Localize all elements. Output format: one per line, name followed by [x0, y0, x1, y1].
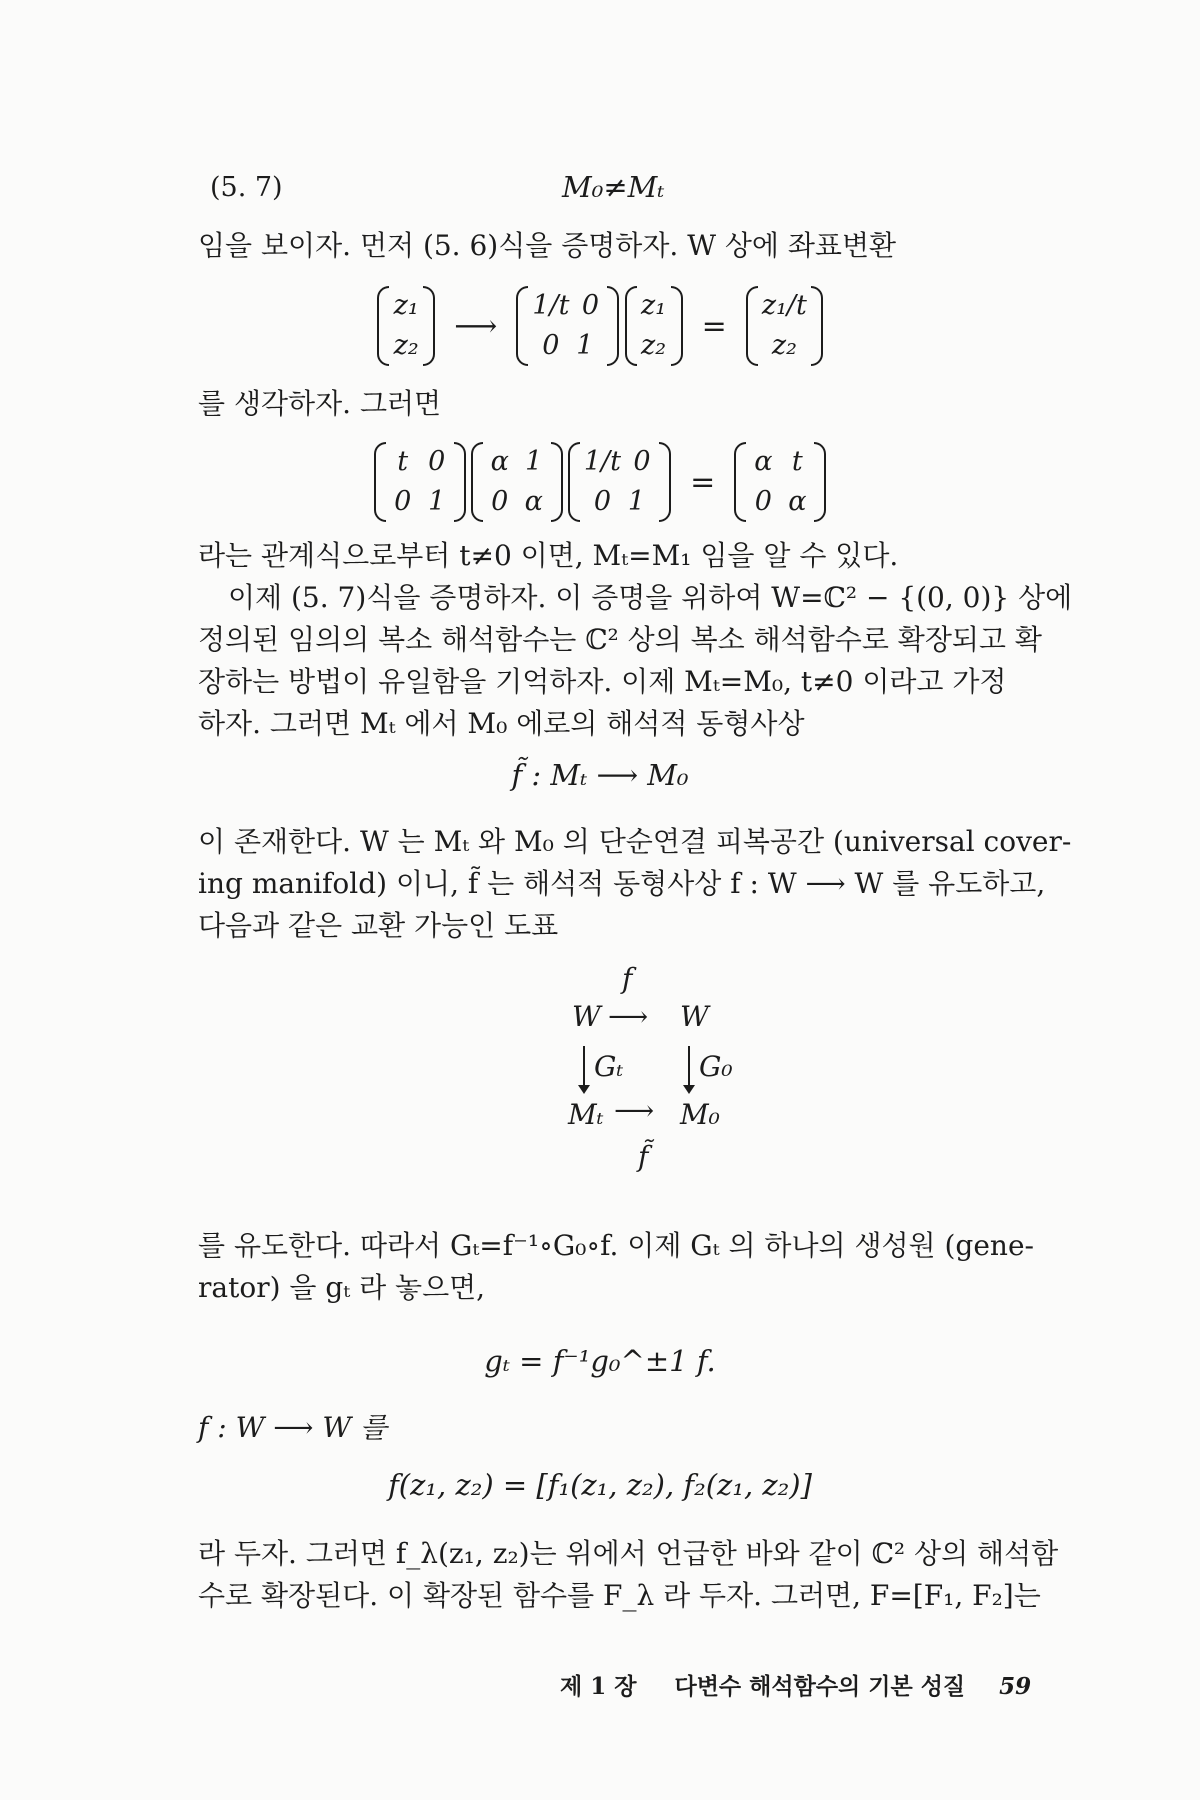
diagram-top-left: W [572, 1000, 601, 1033]
text-line: 하자. 그러면 Mₜ 에서 M₀ 에로의 해석적 동형사상 [198, 707, 805, 740]
text-line: 장하는 방법이 유일함을 기억하자. 이제 Mₜ=M₀, t≠0 이라고 가정 [198, 665, 1007, 698]
text-line: rator) 을 gₜ 라 놓으면, [198, 1271, 486, 1304]
vector-output: z₁/t z₂ [746, 286, 823, 366]
matrix-relation-equation [0, 442, 1200, 522]
text-line: 라 두자. 그러면 f_λ(z₁, z₂)는 위에서 언급한 바와 같이 ℂ² 상의 해석함 [198, 1537, 1059, 1570]
diagram-right-arrow [688, 1046, 690, 1092]
map-definition-equation: f(z₁, z₂) = [f₁(z₁, z₂), f₂(z₁, z₂)] [388, 1468, 812, 1502]
vector-middle: z₁ z₂ [625, 286, 683, 366]
equals-sign: = [701, 308, 727, 344]
text-line: 임을 보이자. 먼저 (5. 6)식을 증명하자. W 상에 좌표변환 [198, 229, 897, 262]
matrix-inverse-t: 1/t 0 0 1 [568, 442, 671, 522]
text-line: 를 유도한다. 따라서 Gₜ=f⁻¹∘G₀∘f. 이제 Gₜ 의 하나의 생성원 (gene- [198, 1229, 1034, 1262]
diagram-left-label: Gₜ [594, 1050, 624, 1083]
text-line: 이 존재한다. W 는 Mₜ 와 M₀ 의 단순연결 피복공간 (universal cover- [198, 825, 1072, 858]
running-footer [560, 1668, 1031, 1701]
text-line: 이제 (5. 7)식을 증명하자. 이 증명을 위하여 W=ℂ² − {(0, 0)} 상에 [228, 581, 1073, 614]
text-line: 를 생각하자. 그러면 [198, 387, 442, 420]
diagram-left-arrow [583, 1046, 585, 1092]
matrix-alpha: α 1 0 α [471, 442, 563, 522]
scaling-matrix: 1/t 0 0 1 [516, 286, 619, 366]
equals-sign: = [690, 464, 716, 500]
matrix-result: α t 0 α [734, 442, 826, 522]
generator-equation: gₜ = f⁻¹g₀^±1 f. [484, 1344, 716, 1378]
text-line: f : W ⟶ W 를 [198, 1411, 388, 1444]
maps-to-arrow: ⟶ [454, 308, 498, 344]
text-line: 라는 관계식으로부터 t≠0 이면, Mₜ=M₁ 임을 알 수 있다. [198, 539, 899, 572]
footer-title: 다변수 해석함수의 기본 성질 [674, 1673, 966, 1700]
isomorphism-equation: f̃ : Mₜ ⟶ M₀ [511, 758, 689, 792]
diagram-top-label: f [622, 962, 633, 995]
vector-input: z₁ z₂ [377, 286, 435, 366]
text-line: ing manifold) 이니, f̃ 는 해석적 동형사상 f : W ⟶ W 를 유도하고, [198, 867, 1046, 900]
text-line: 다음과 같은 교환 가능인 도표 [198, 909, 559, 942]
text-line: 수로 확장된다. 이 확장된 함수를 F_λ 라 두자. 그러면, F=[F₁, F₂]는 [198, 1579, 1041, 1612]
diagram-bottom-arrow: ⟶ [614, 1094, 655, 1127]
equation-number: (5. 7) [210, 172, 283, 203]
footer-chapter: 제 1 장 [560, 1673, 637, 1700]
diagram-top-arrow: ⟶ [608, 1000, 649, 1033]
diagram-bottom-right: M₀ [680, 1098, 720, 1131]
diagram-bottom-label: f̃ [638, 1140, 649, 1173]
diagram-bottom-left: Mₜ [568, 1098, 604, 1131]
equation-expression: M₀≠Mₜ [562, 170, 665, 204]
text-line: 정의된 임의의 복소 해석함수는 ℂ² 상의 복소 해석함수로 확장되고 확 [198, 623, 1042, 656]
diagram-right-label: G₀ [699, 1050, 733, 1083]
matrix-t: t 0 0 1 [374, 442, 466, 522]
coordinate-change-equation [0, 286, 1200, 366]
diagram-top-right: W [680, 1000, 709, 1033]
page-number: 59 [999, 1673, 1032, 1700]
